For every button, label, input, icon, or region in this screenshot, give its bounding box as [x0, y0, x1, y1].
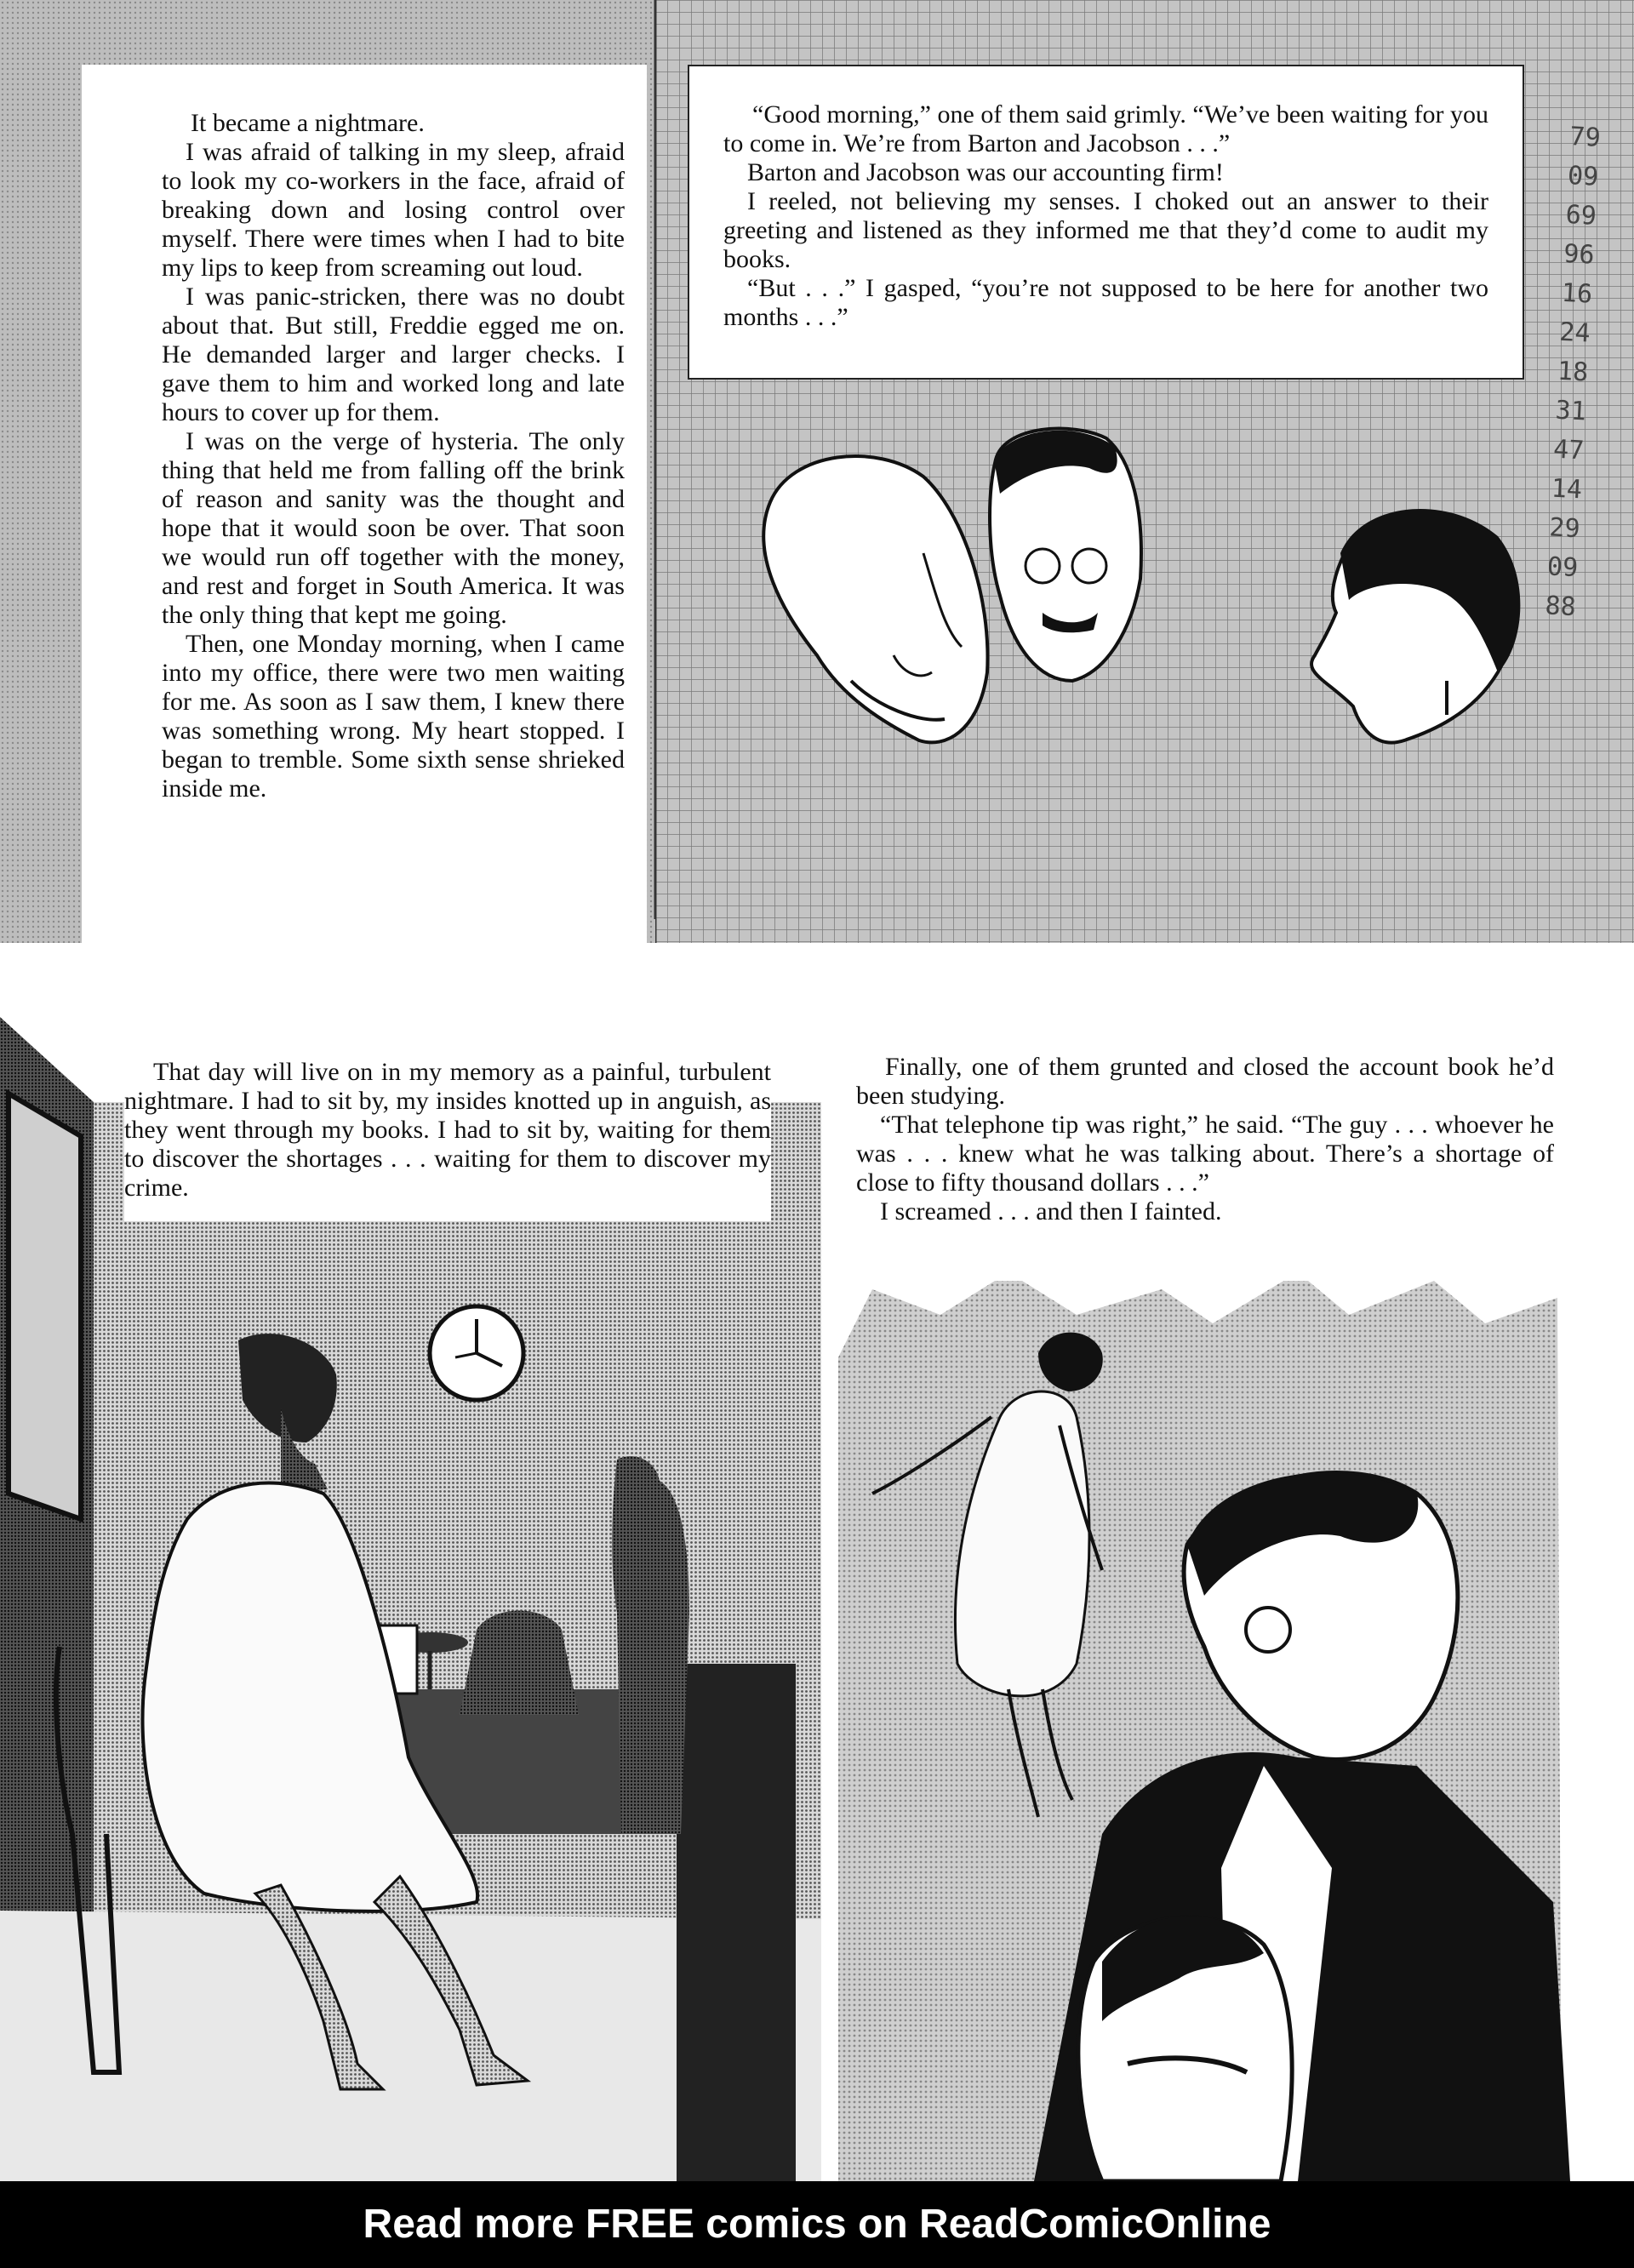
bald-auditor-figure [1078, 1916, 1292, 2181]
ledger-number: 29 [1548, 512, 1581, 545]
narration-box-bottom-left [124, 1017, 771, 1221]
narration-paragraph: Barton and Jacobson was our accounting firm! [747, 158, 1224, 186]
narration-paragraph: I screamed . . . and then I fainted. [880, 1197, 1222, 1225]
ledger-number: 24 [1558, 317, 1591, 349]
narration-paragraph: I was afraid of talking in my sleep, afraid to look my co-workers in the face, afraid of breaking down and losing control over myself. There were times when I had to bite my lips to keep from screaming out loud. [162, 138, 625, 282]
ledger-number: 79 [1568, 122, 1602, 153]
narration-box-bottom-right [843, 1017, 1557, 1281]
narration-paragraph: Then, one Monday morning, when I came into my office, there were two men waiting for me. As soon as I saw them, I knew there was something wrong. My heart stopped. I began to tremble. Some sixth sense shrieked inside me. [162, 630, 625, 803]
ledger-number: 69 [1564, 199, 1597, 231]
narration-box-top-right [688, 65, 1524, 380]
ledger-number: 31 [1554, 395, 1587, 427]
narration-paragraph: I was on the verge of hysteria. The only thing that held me from falling off the brink of reason and sanity was the thought and hope that it would soon be over. That soon we would run off together with the money, and rest and forget in South America. It was the only thing that kept me going. [162, 427, 625, 629]
narration-paragraph: I reeled, not believing my senses. I choked out an answer to their greeting and listened as they informed me that they’d come to audit my books. [723, 187, 1488, 273]
ledger-number: 09 [1567, 160, 1600, 192]
ledger-number: 14 [1550, 473, 1583, 506]
footer-banner[interactable]: Read more FREE comics on ReadComicOnline [0, 2181, 1634, 2268]
bottom-left-panel [0, 1017, 821, 2181]
ledger-number: 16 [1560, 277, 1593, 310]
narration-paragraph: It became a nightmare. [191, 109, 425, 137]
ledger-number: 47 [1552, 434, 1585, 466]
narration-box-top-left [82, 65, 647, 943]
ledger-number: 88 [1544, 591, 1577, 623]
ledger-number: 96 [1563, 238, 1596, 271]
narration-paragraph: Finally, one of them grunted and closed the account book he’d been studying. [856, 1053, 1554, 1110]
wall-clock [430, 1306, 523, 1400]
narration-paragraph: “But . . .” I gasped, “you’re not supposed to be here for another two months . . .” [723, 274, 1488, 331]
narration-paragraph: That day will live on in my memory as a painful, turbulent nightmare. I had to sit by, my insides knotted up in anguish, as they went through my books. I had to sit by, waiting for them to discover the shortages . . . waiting for them to discover my crime. [124, 1058, 771, 1202]
ledger-number: 18 [1557, 356, 1590, 388]
narration-paragraph: I was panic-stricken, there was no doubt about that. But still, Freddie egged me on. He demanded larger and larger checks. I gave them to him and worked long and late hours to cover up for them. [162, 283, 625, 426]
ledger-number: 09 [1546, 551, 1580, 584]
narration-paragraph: “Good morning,” one of them said grimly. “We’ve been waiting for you to come in. We’re from Barton and Jacobson . . .” [723, 100, 1488, 157]
narration-paragraph: “That telephone tip was right,” he said. “The guy . . . whoever he was . . . knew what he was talking about. There’s a shortage of close to fifty thousand dollars . . .” [856, 1111, 1554, 1197]
top-panel [0, 0, 1634, 943]
bottom-right-panel [821, 1017, 1634, 2181]
